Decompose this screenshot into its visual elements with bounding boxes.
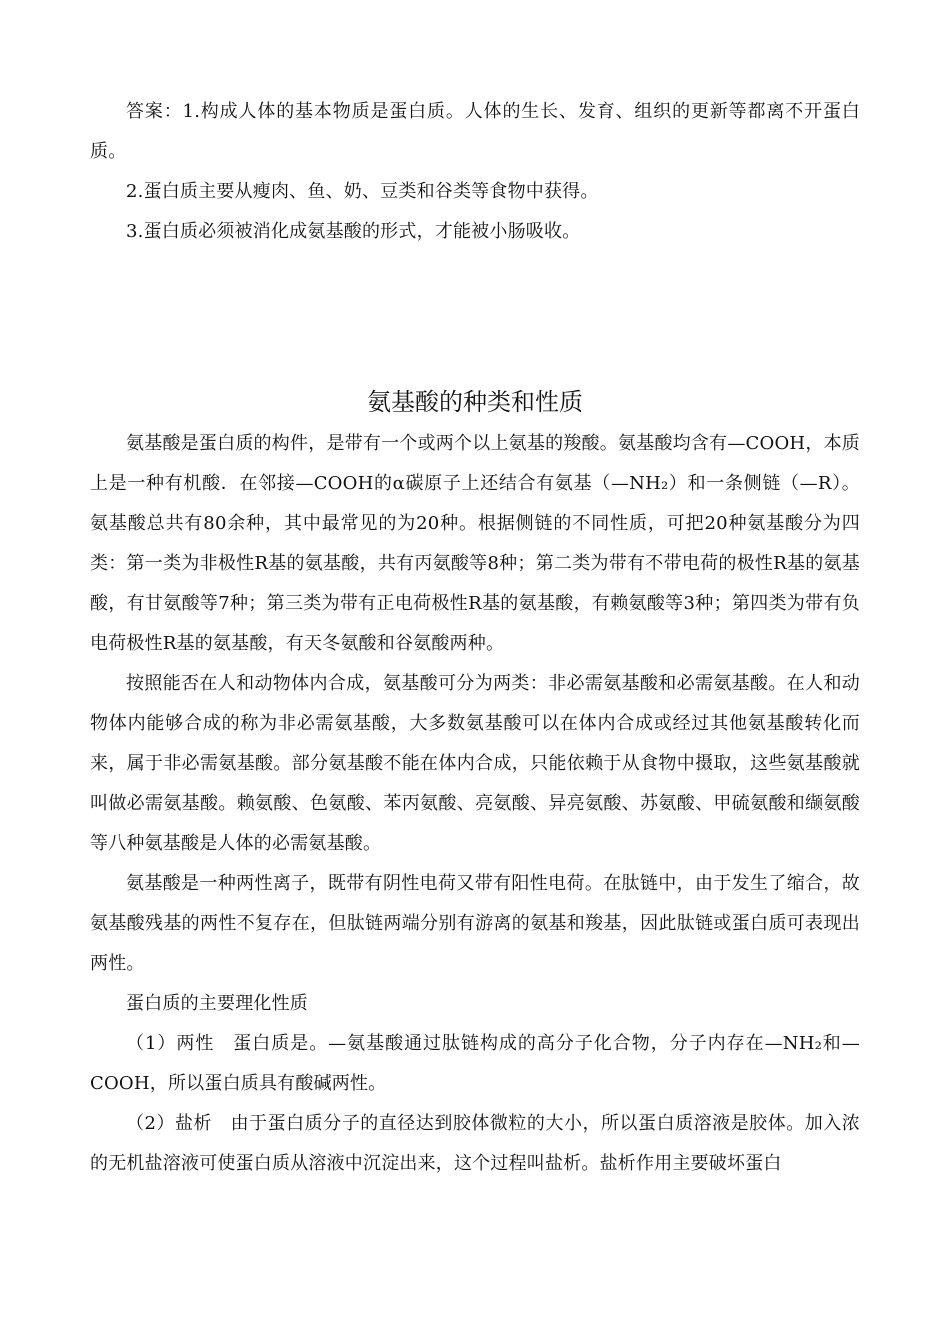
section-title: 氨基酸的种类和性质 bbox=[367, 388, 583, 416]
subheading-protein-properties: 蛋白质的主要理化性质 bbox=[126, 993, 308, 1014]
answer-block bbox=[90, 92, 860, 252]
property-item-salting-out: （2）盐析 由于蛋白质分子的直径达到胶体微粒的大小，所以蛋白质溶液是胶体。加入浓的无机盐溶液可使蛋白质从溶液中沉淀出来，这个过程叫盐析。盐析作用主要破坏蛋白 bbox=[90, 1113, 860, 1174]
answer-line-1: 答案：1.构成人体的基本物质是蛋白质。人体的生长、发育、组织的更新等都离不开蛋白质。 bbox=[90, 101, 860, 162]
answer-line-2: 2.蛋白质主要从瘦肉、鱼、奶、豆类和谷类等食物中获得。 bbox=[126, 181, 599, 202]
section-body bbox=[90, 424, 860, 1184]
answer-line-3: 3.蛋白质必须被消化成氨基酸的形式，才能被小肠吸收。 bbox=[126, 221, 581, 242]
paragraph-amphoteric: 氨基酸是一种两性离子，既带有阴性电荷又带有阳性电荷。在肽链中，由于发生了缩合，故氨基酸残基的两性不复存在，但肽链两端分别有游离的氨基和羧基，因此肽链或蛋白质可表现出两性。 bbox=[90, 873, 860, 974]
paragraph-essential-amino-acids: 按照能否在人和动物体内合成，氨基酸可分为两类：非必需氨基酸和必需氨基酸。在人和动物体内能够合成的称为非必需氨基酸，大多数氨基酸可以在体内合成或经过其他氨基酸转化而来，属于非必需氨基酸。部分氨基酸不能在体内合成，只能依赖于从食物中摄取，这些氨基酸就叫做必需氨基酸。赖氨酸、色氨酸、苯丙氨酸、亮氨酸、异亮氨酸、苏氨酸、甲硫氨酸和缬氨酸等八种氨基酸是人体的必需氨基酸。 bbox=[90, 673, 860, 854]
property-item-amphoteric: （1）两性 蛋白质是。—氨基酸通过肽链构成的高分子化合物，分子内存在—NH₂和—COOH，所以蛋白质具有酸碱两性。 bbox=[90, 1033, 860, 1094]
paragraph-amino-acid-types: 氨基酸是蛋白质的构件，是带有一个或两个以上氨基的羧酸。氨基酸均含有—COOH，本质上是一种有机酸．在邻接—COOH的α碳原子上还结合有氨基（—NH₂）和一条侧链（—R）。氨基酸总共有80余种，其中最常见的为20种。根据侧链的不同性质，可把20种氨基酸分为四类：第一类为非极性R基的氨基酸，共有丙氨酸等8种；第二类为带有不带电荷的极性R基的氨基酸，有甘氨酸等7种；第三类为带有正电荷极性R基的氨基酸，有赖氨酸等3种；第四类为带有负电荷极性R基的氨基酸，有天冬氨酸和谷氨酸两种。 bbox=[90, 433, 860, 654]
